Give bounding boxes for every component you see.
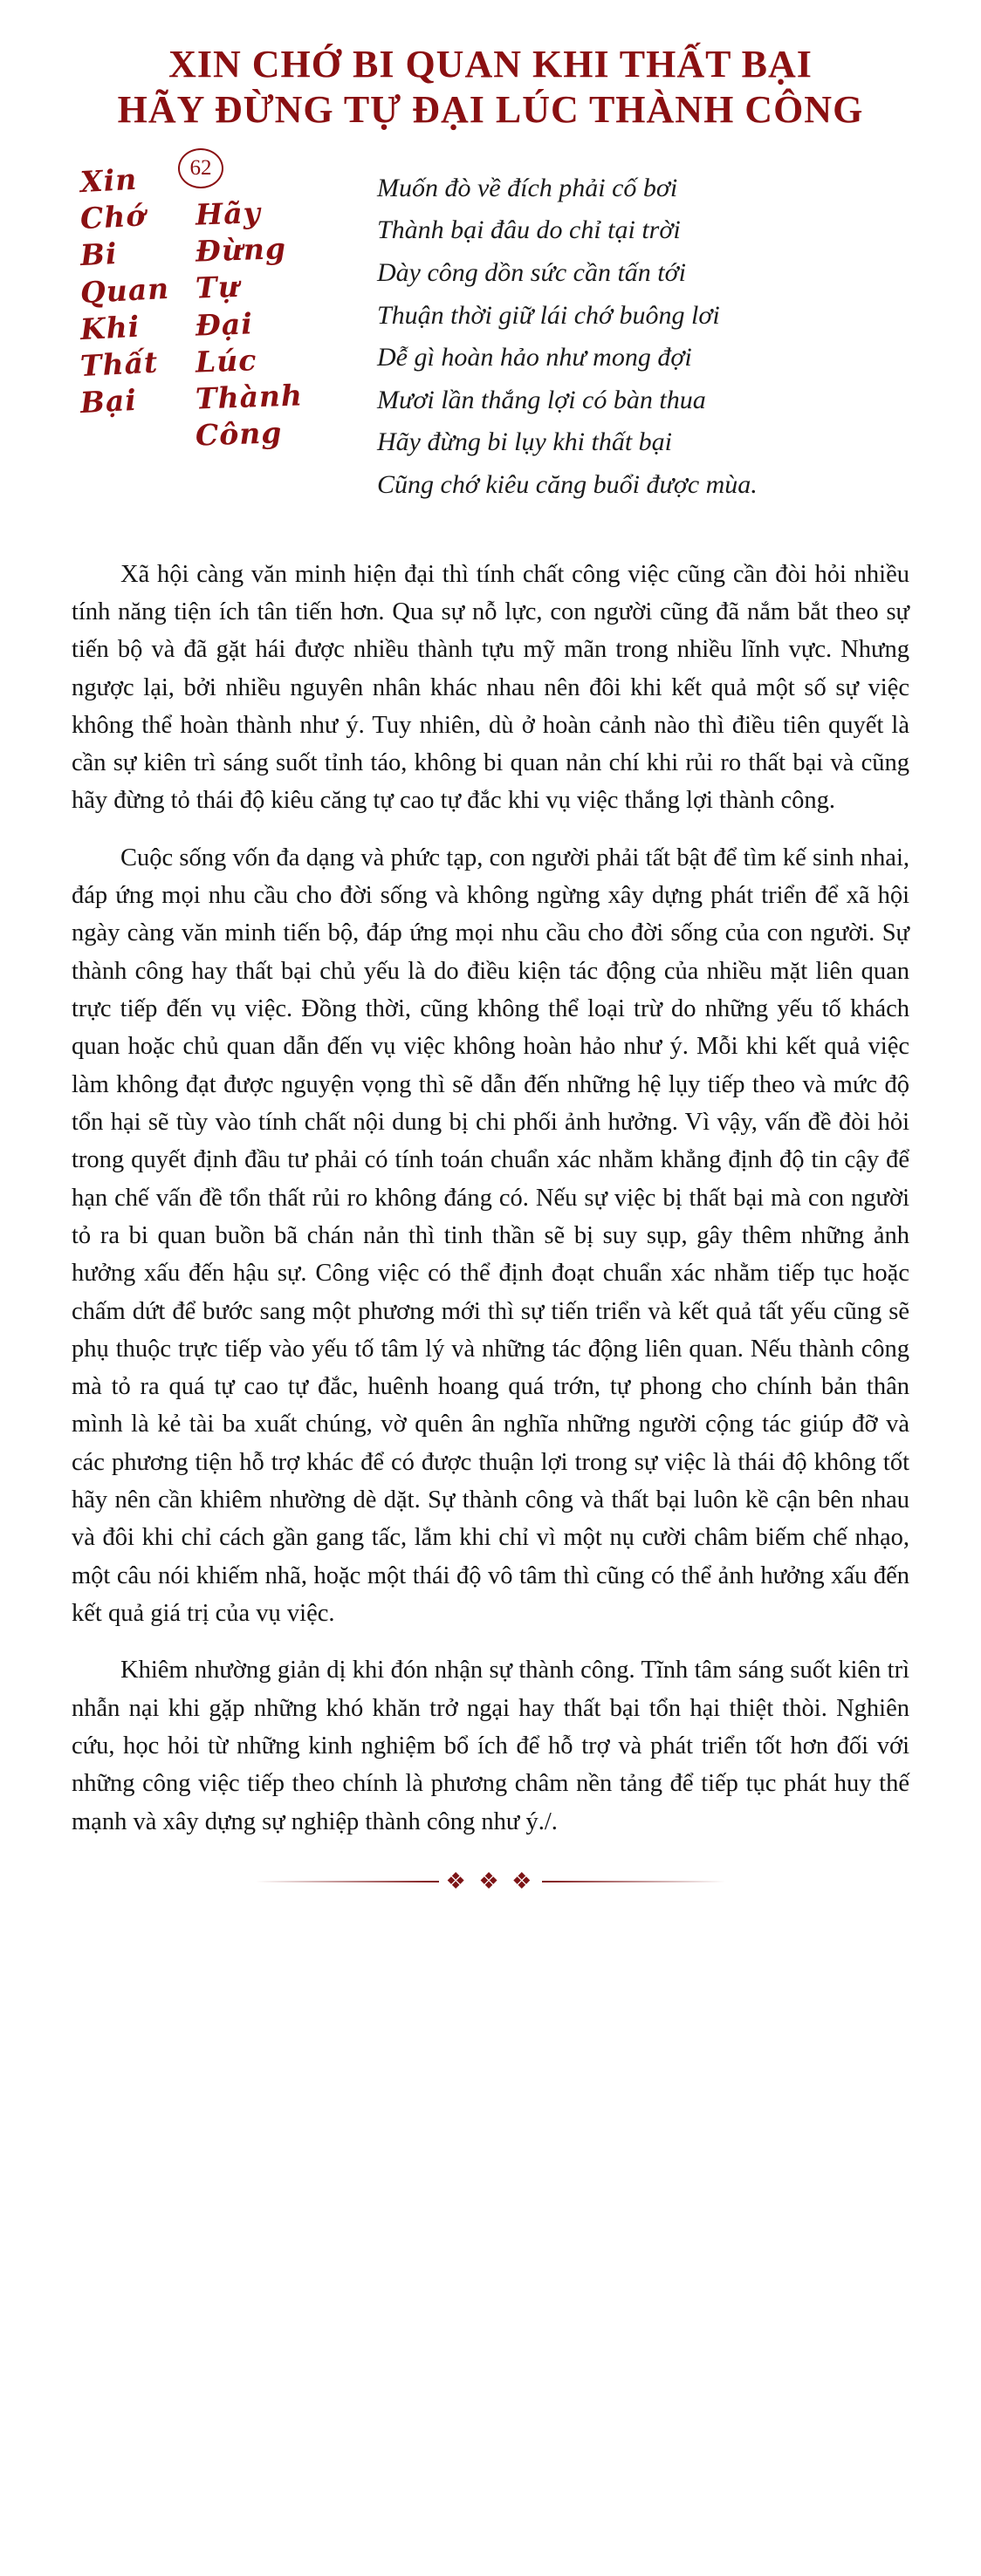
calligraphy-word: Thất <box>79 345 160 384</box>
page-title <box>45 42 936 133</box>
ornament-rule-left <box>256 1881 439 1882</box>
body-text <box>45 556 936 1841</box>
poem-line: Dễ gì hoàn hảo như mong đợi <box>377 343 692 372</box>
poem-line: Mươi lần thắng lợi có bàn thua <box>377 385 706 414</box>
calligraphy-word: Đừng <box>195 231 287 269</box>
calligraphy-word: Hãy <box>195 195 262 232</box>
footer-ornament <box>45 1870 936 1893</box>
poem-line: Dày công dồn sức cần tấn tới <box>377 258 686 287</box>
poem-line: Thành bại đâu do chỉ tại trời <box>377 215 681 245</box>
calligraphy-word: Bi <box>79 236 119 273</box>
calligraphy-word: Tự <box>195 270 241 305</box>
calligraphy-column-right <box>196 162 326 452</box>
poem-line: Hãy đừng bi lụy khi thất bại <box>377 427 672 457</box>
calligraphy-word: Chớ <box>79 198 147 236</box>
page-number-badge: 62 <box>178 148 223 188</box>
calligraphy-word: Bại <box>79 383 138 420</box>
ornament-rule-right <box>542 1881 725 1882</box>
poem-line: Cũng chớ kiêu căng buổi được mùa. <box>377 469 758 499</box>
calligraphy-word: Thành <box>195 378 304 416</box>
calligraphy-block <box>80 155 368 452</box>
paragraph: Xã hội càng văn minh hiện đại thì tính chất công việc cũng cần đòi hỏi nhiều tính năng tiện ích tân tiến hơn. Qua sự nỗ lực, con người cũng đã nắm bắt theo sự tiến bộ và đã gặt hái được nhiều thành tựu mỹ mãn trong nhiều lĩnh vực. Nhưng ngược lại, bởi nhiều nguyên nhân khác nhau nên đôi khi kết quả một số sự việc không thể hoàn thành như ý. Tuy nhiên, dù ở hoàn cảnh nào thì điều tiên quyết là cần sự kiên trì sáng suốt tỉnh táo, không bi quan nản chí khi rủi ro thất bại và cũng hãy đừng tỏ thái độ kiêu căng tự cao tự đắc khi vụ việc thắng lợi thành công. <box>72 560 909 815</box>
calligraphy-word: Quan <box>79 270 171 310</box>
poem-lines <box>368 155 909 507</box>
calligraphy-word: Công <box>195 415 283 453</box>
poem-line: Muốn đò về đích phải cố bơi <box>377 173 678 202</box>
calligraphy-word: Đại <box>195 305 254 343</box>
paragraph: Khiêm nhường giản dị khi đón nhận sự thành công. Tĩnh tâm sáng suốt kiên trì nhẫn nại khi gặp những khó khăn trở ngại hay thất bại tổn hại thiệt thòi. Nghiên cứu, học hỏi từ những kinh nghiệm bổ ích để hỗ trợ và phát triển tốt hơn đối với những công việc tiếp theo chính là phương châm nền tảng để tiếp tục phát huy thế mạnh và xây dựng sự nghiệp thành công như ý./. <box>72 1657 909 1835</box>
poem-area <box>45 155 936 507</box>
ornament-glyphs: ❖ ❖ ❖ <box>445 1868 536 1894</box>
calligraphy-word: Khi <box>79 309 141 346</box>
poem-line: Thuận thời giữ lái chớ buông lơi <box>377 300 720 330</box>
paragraph: Cuộc sống vốn đa dạng và phức tạp, con người phải tất bật để tìm kế sinh nhai, đáp ứng mọi nhu cầu cho đời sống và không ngừng xây dựng phát triển để xã hội ngày càng văn minh tiến bộ, đáp ứng mọi nhu cầu cho đời sống của con người. Sự thành công hay thất bại chủ yếu là do điều kiện tác động của nhiều mặt liên quan trực tiếp đến vụ việc. Đồng thời, cũng không thể loại trừ do những yếu tố khách quan hoặc chủ quan dẫn đến vụ việc không hoàn hảo như ý. Mỗi khi kết quả việc làm không đạt được nguyện vọng thì sẽ dẫn đến những hệ lụy tiếp theo và mức độ tổn hại sẽ tùy vào tính chất nội dung bị chi phối ảnh hưởng. Vì vậy, vấn đề đòi hỏi trong quyết định đầu tư phải có tính toán chuẩn xác nhằm khẳng định độ tin cậy để hạn chế vấn đề tổn thất rủi ro không đáng có. Nếu sự việc bị thất bại mà con người tỏ ra bi quan buồn bã chán nản thì tinh thần sẽ bị suy sụp, gây thêm những ảnh hưởng xấu đến hậu sự. Công việc có thể định đoạt chuẩn xác nhằm tiếp tục hoặc chấm dứt để bước sang một phương mới thì sự tiến triển và kết quả tất yếu cũng sẽ phụ thuộc trực tiếp vào yếu tố tâm lý và những tác động liên quan. Nếu thành công mà tỏ ra quá tự cao tự đắc, huênh hoang quá trớn, tự phong cho chính bản thân mình là kẻ tài ba xuất chúng, vờ quên ân nghĩa những người cộng tác giúp đỡ và các phương tiện hỗ trợ khác để có được thuận lợi trong sự việc là thái độ không tốt hãy nên cần khiêm nhường dè dặt. Sự thành công và thất bại luôn kề cận bên nhau và đôi khi chỉ cách gần gang tấc, lắm khi chỉ vì một nụ cười châm biếm chế nhạo, một câu nói khiếm nhã, hoặc một thái độ vô tâm thì cũng có thể ảnh hưởng xấu đến kết quả giá trị của vụ việc. <box>72 844 909 1627</box>
calligraphy-column-left <box>80 162 185 452</box>
calligraphy-word: Lúc <box>195 342 257 379</box>
title-line-1: XIN CHỚ BI QUAN KHI THẤT BẠI <box>168 43 813 85</box>
title-line-2: HÃY ĐỪNG TỰ ĐẠI LÚC THÀNH CÔNG <box>117 87 864 131</box>
calligraphy-word: Xin <box>79 161 139 199</box>
